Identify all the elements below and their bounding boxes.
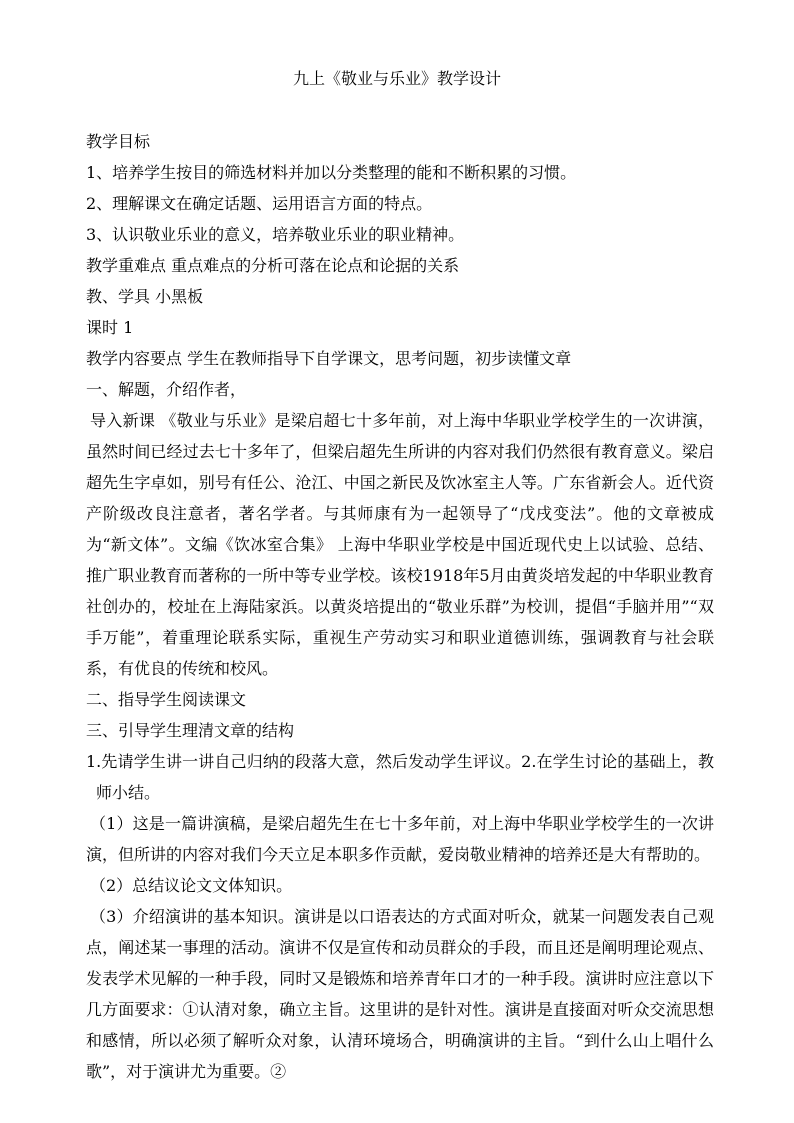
objective-2: 2、理解课文在确定话题、运用语言方面的特点。 xyxy=(86,194,433,213)
point-1: （1）这是一篇讲演稿，是梁启超先生在七十多年前，对上海中华职业学校学生的一次讲演，但所讲的内容对我们今天立足本职多作贡献，爱岗敬业精神的培养还是大有帮助的。 xyxy=(86,814,714,864)
section-heading-objectives: 教学目标 xyxy=(86,132,151,151)
section-heading-3: 三、引导学生理清文章的结构 xyxy=(86,721,295,740)
document-body xyxy=(86,126,714,1087)
section-heading-1: 一、解题，介绍作者， xyxy=(86,380,247,399)
objective-3: 3、认识敬业乐业的意义，培养敬业乐业的职业精神。 xyxy=(86,225,465,244)
teaching-tools: 教、学具 小黑板 xyxy=(86,287,204,306)
point-3: （3）介绍演讲的基本知识。演讲是以口语表达的方式面对听众，就某一问题发表自己观点，阐述某一事理的活动。演讲不仅是宣传和动员群众的手段，而且还是阐明理论观点、发表学术见解的一种手段，同时又是锻炼和培养青年口才的一种手段。演讲时应注意以下几方面要求：①认清对象，确立主旨。这里讲的是针对性。演讲是直接面对听众交流思想和感情，所以必须了解听众对象，认清环境场合，明确演讲的主旨。“到什么山上唱什么歌”，对于演讲尤为重要。② xyxy=(86,907,714,1081)
key-difficulties: 教学重难点 重点难点的分析可落在论点和论据的关系 xyxy=(86,256,460,275)
class-hours: 课时 1 xyxy=(86,318,134,337)
document-title: 九上《敬业与乐业》教学设计 xyxy=(292,69,501,88)
objective-1: 1、培养学生按目的筛选材料并加以分类整理的能和不断积累的习惯。 xyxy=(86,163,577,182)
section-heading-2: 二、指导学生阅读课文 xyxy=(86,690,247,709)
structure-steps: 1.先请学生讲一讲自己归纳的段落大意，然后发动学生评议。2.在学生讨论的基础上，教师小结。 xyxy=(86,752,714,802)
point-2: （2）总结议论文文体知识。 xyxy=(90,876,293,895)
intro-paragraph: 导入新课 《敬业与乐业》是梁启超七十多年前，对上海中华职业学校学生的一次讲演，虽然时间已经过去七十多年了，但梁启超先生所讲的内容对我们仍然很有教育意义。梁启超先生字卓如，别号有任公、沧江、中国之新民及饮冰室主人等。广东省新会人。近代资产阶级改良注意者，著名学者。与其师康有为一起领导了“戊戌变法”。他的文章被成为“新文体”。文编《饮冰室合集》 上海中华职业学校是中国近现代史上以试验、总结、推广职业教育而著称的一所中等专业学校。该校1918年5月由黄炎培发起的中华职业教育社创办的，校址在上海陆家浜。以黄炎培提出的“敬业乐群”为校训，提倡“手脑并用”“双手万能”，着重理论联系实际，重视生产劳动实习和职业道德训练，强调教育与社会联系，有优良的传统和校风。 xyxy=(86,411,714,678)
content-points: 教学内容要点 学生在教师指导下自学课文，思考问题，初步读懂文章 xyxy=(86,349,572,368)
